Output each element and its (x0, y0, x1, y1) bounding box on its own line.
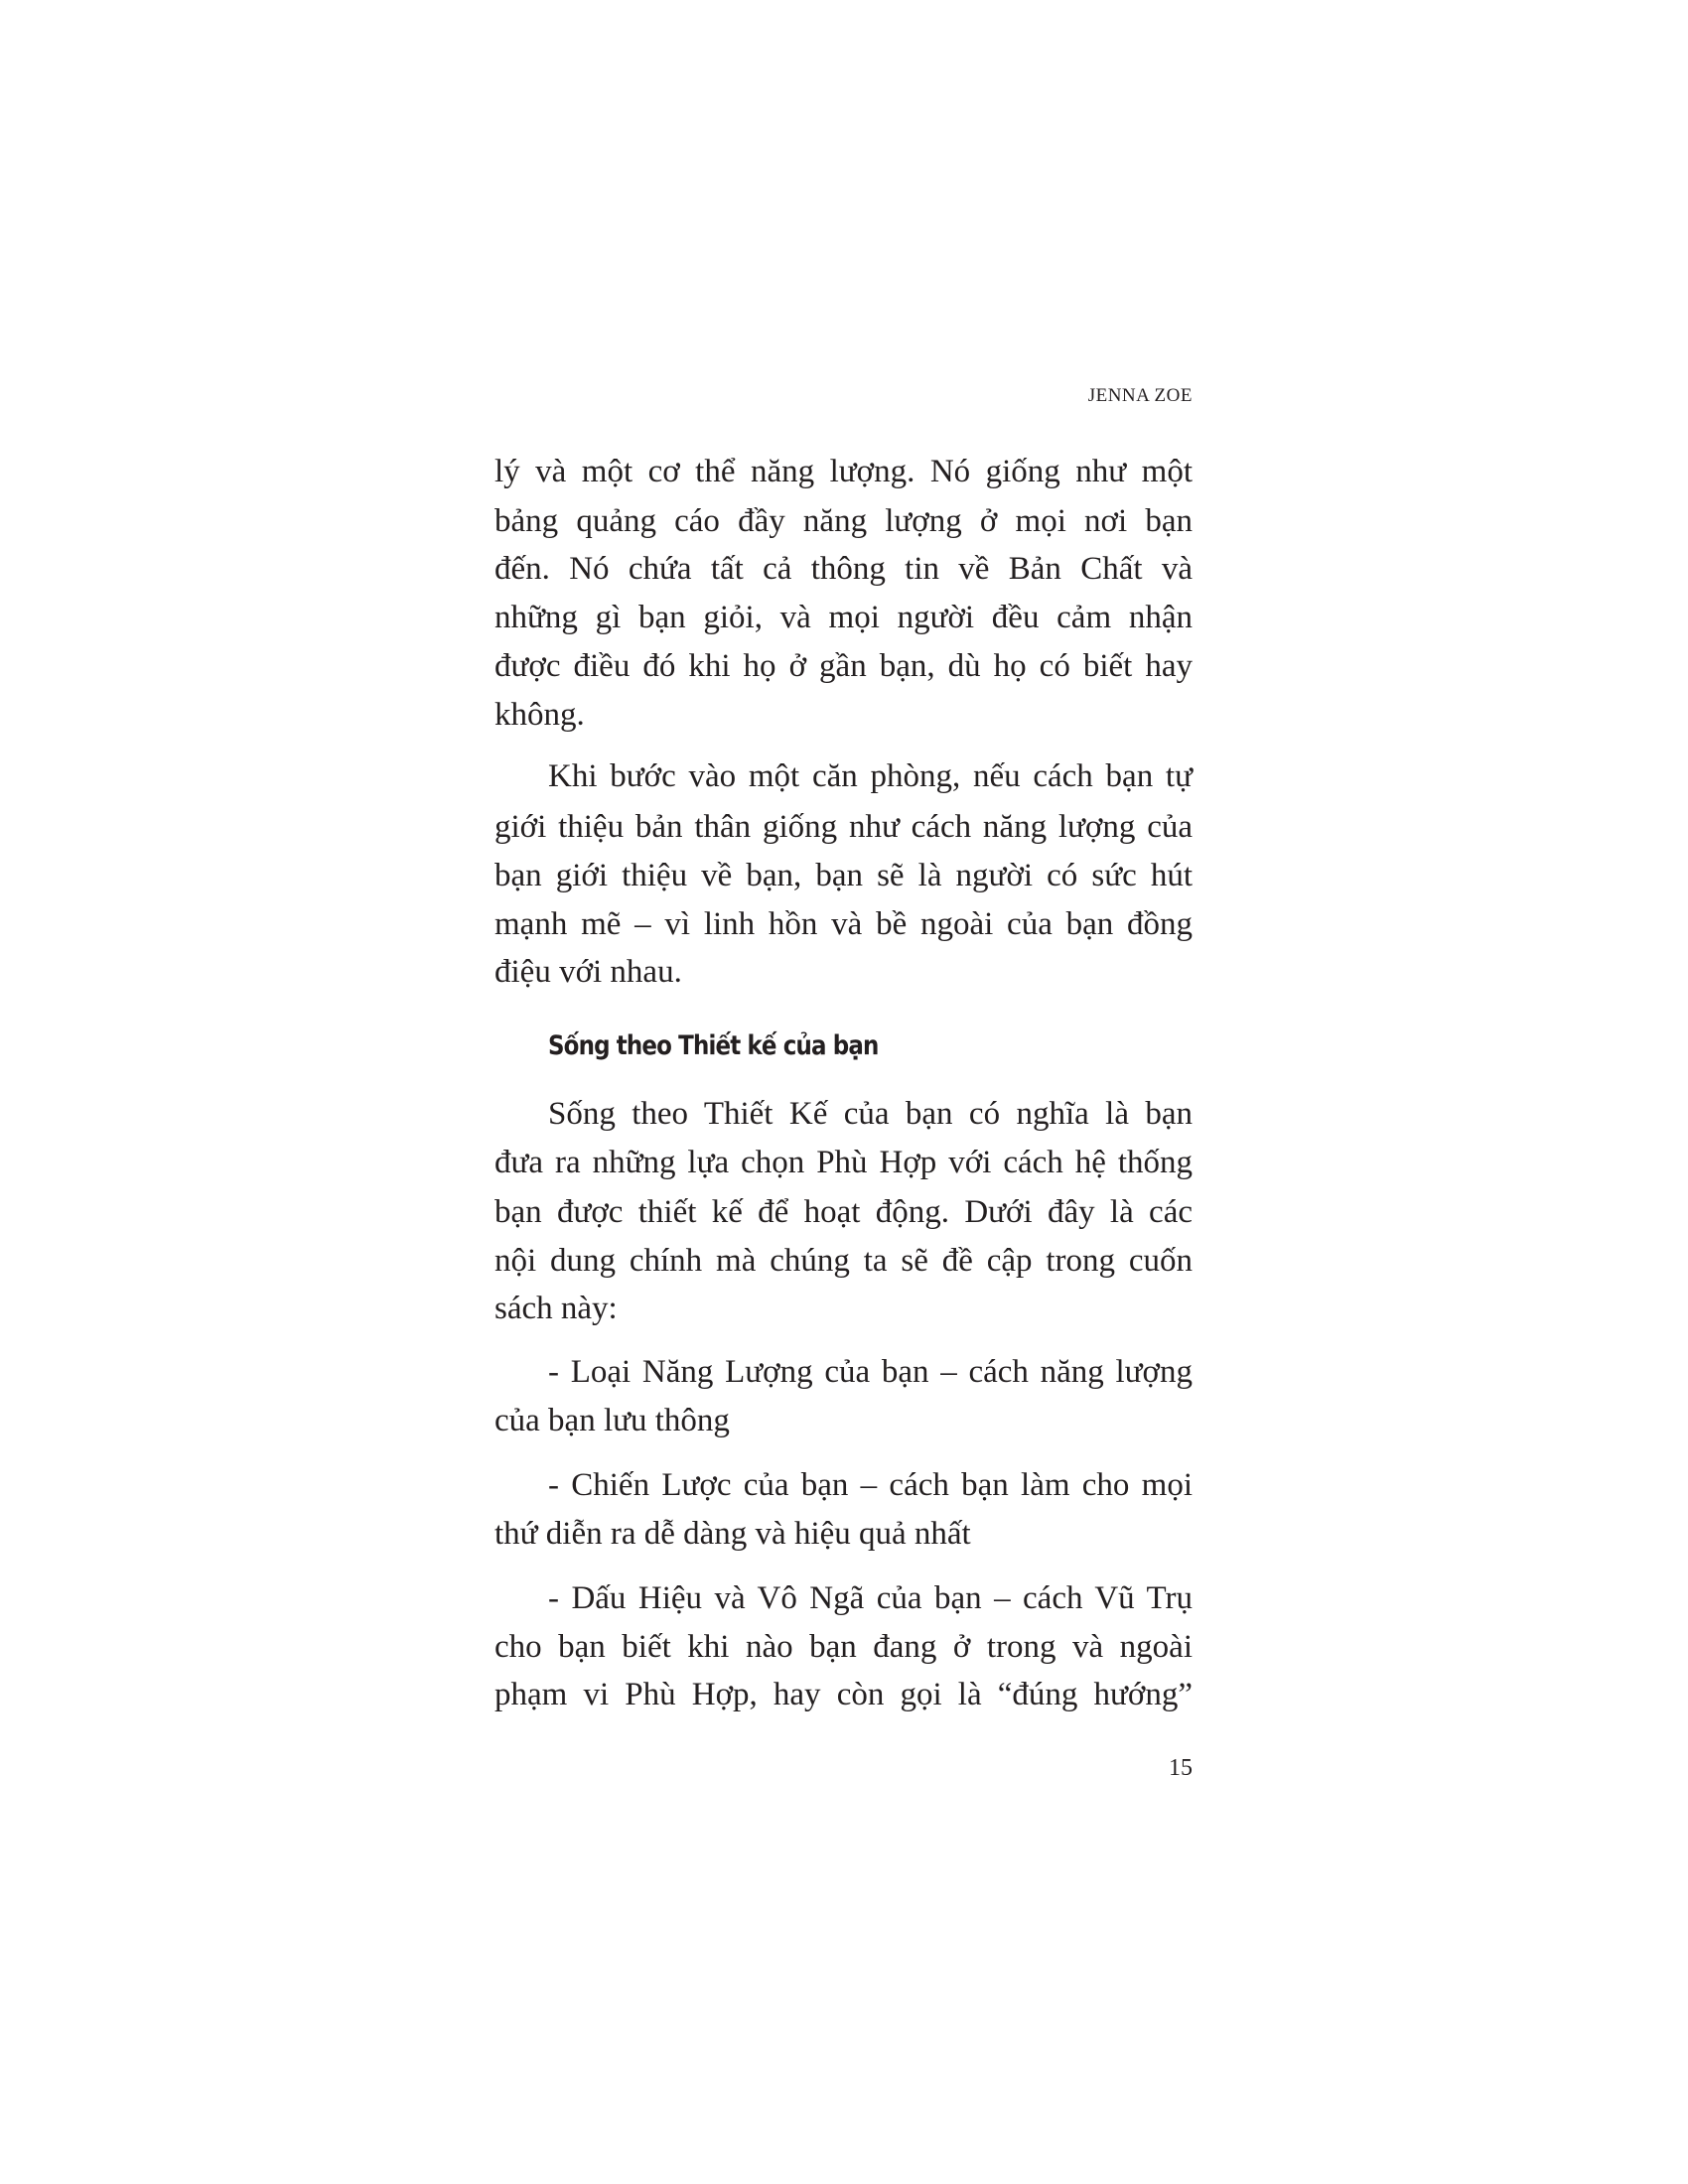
text-line: sách này: (494, 1291, 618, 1326)
text-line: nội dung chính mà chúng ta sẽ đề cập trong cuốn (494, 1243, 1193, 1279)
page-number: 15 (1169, 1755, 1193, 1781)
section-heading: Sống theo Thiết kế của bạn (548, 1030, 879, 1061)
text-line: đưa ra những lựa chọn Phù Hợp với cách hệ thống (494, 1145, 1193, 1180)
text-line: - Dấu Hiệu và Vô Ngã của bạn – cách Vũ Trụ (548, 1580, 1193, 1616)
text-line: cho bạn biết khi nào bạn đang ở trong và ngoài (494, 1629, 1193, 1665)
text-line: - Chiến Lược của bạn – cách bạn làm cho mọi (548, 1467, 1193, 1503)
text-line: lý và một cơ thể năng lượng. Nó giống như một (494, 454, 1193, 489)
text-line: không. (494, 697, 585, 733)
text-line: được điều đó khi họ ở gần bạn, dù họ có biết hay (494, 648, 1193, 684)
text-line: mạnh mẽ – vì linh hồn và bề ngoài của bạn đồng (494, 906, 1193, 942)
text-line: phạm vi Phù Hợp, hay còn gọi là “đúng hướng” (494, 1677, 1193, 1712)
text-line: bảng quảng cáo đầy năng lượng ở mọi nơi bạn (494, 503, 1193, 539)
text-line: điệu với nhau. (494, 954, 682, 990)
text-line: Khi bước vào một căn phòng, nếu cách bạn tự (548, 758, 1193, 794)
text-line: của bạn lưu thông (494, 1403, 730, 1438)
text-line: bạn giới thiệu về bạn, bạn sẽ là người có sức hút (494, 858, 1193, 893)
running-header: JENNA ZOE (1087, 385, 1193, 406)
text-line: bạn được thiết kế để hoạt động. Dưới đây là các (494, 1194, 1193, 1230)
text-line: Sống theo Thiết Kế của bạn có nghĩa là bạn (548, 1096, 1193, 1132)
text-line: giới thiệu bản thân giống như cách năng lượng của (494, 809, 1193, 845)
text-line: đến. Nó chứa tất cả thông tin về Bản Chất và (494, 551, 1193, 587)
text-line: - Loại Năng Lượng của bạn – cách năng lượng (548, 1354, 1193, 1390)
text-line: thứ diễn ra dễ dàng và hiệu quả nhất (494, 1516, 971, 1552)
text-line: những gì bạn giỏi, và mọi người đều cảm nhận (494, 600, 1193, 635)
